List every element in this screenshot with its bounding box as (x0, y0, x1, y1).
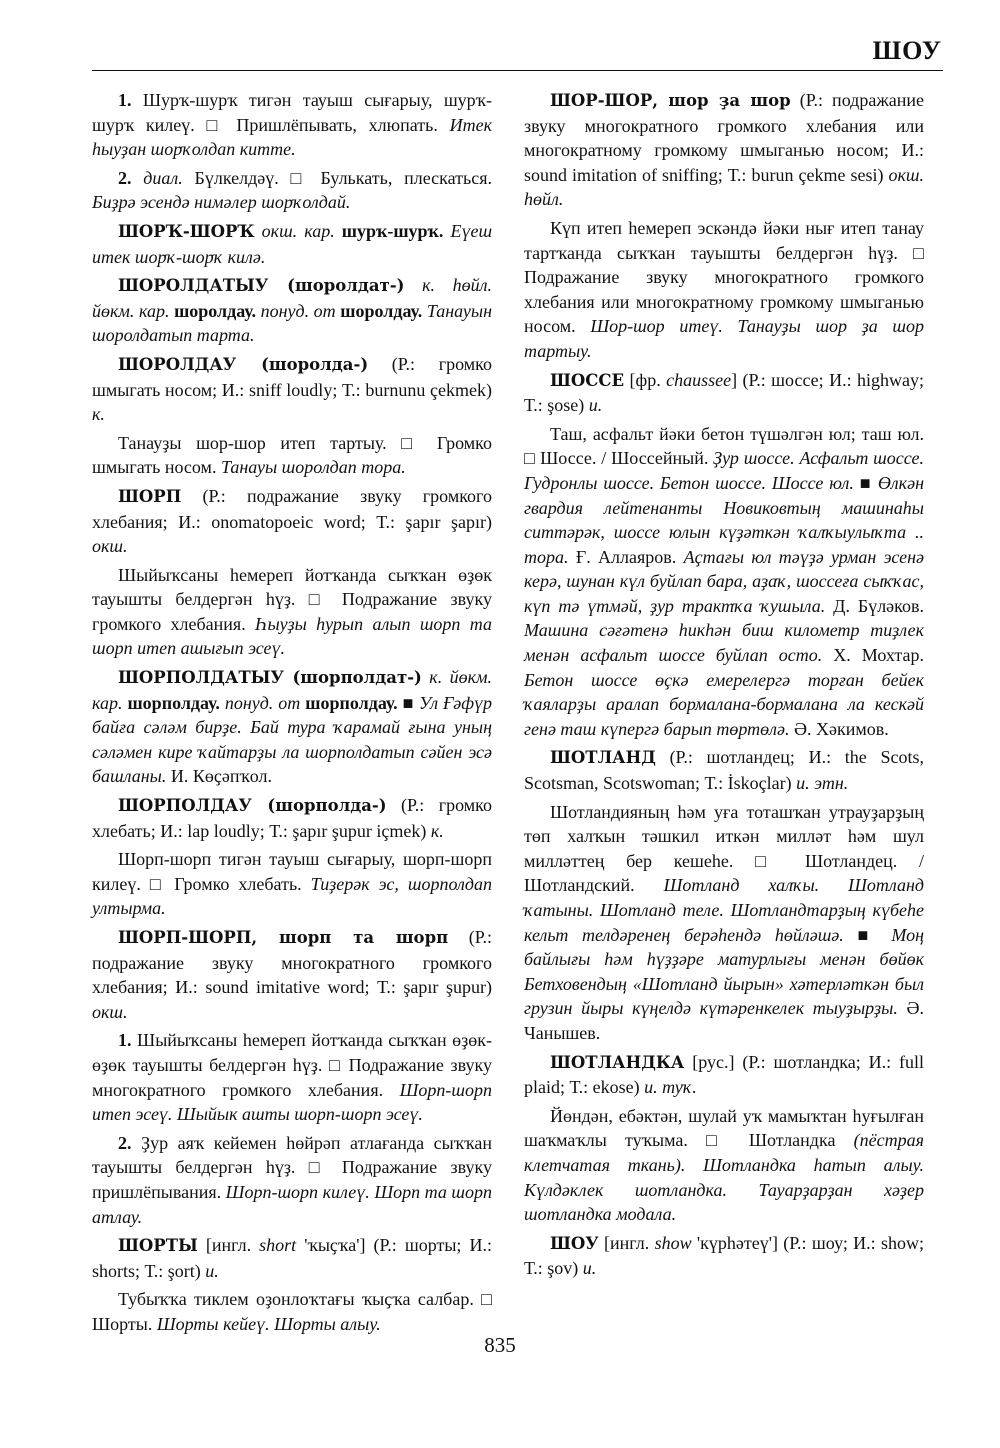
headword: ШОР-ШОР, шор ҙа шор (550, 91, 791, 110)
text-run: ] (Р.: шоссе; И.: highway; Т.: şose) (524, 369, 924, 416)
italic-text: short (259, 1235, 297, 1256)
italic-text: Ҙур шоссе. Асфальт шоссе. Гудронлы шоссе. Бетон шоссе. Шоссе юл. (524, 448, 924, 493)
italic-text: и. (588, 395, 603, 416)
right-column (524, 88, 924, 1285)
italic-text: Бетон шоссе өҫкә емерелергә торған бейек ҡаяларҙы аралап бормалана-бормалана ла кескәй генә таш күпергә барып төртөлә. (524, 669, 924, 739)
italic-text: к. һөйл. йөкм. кар. (92, 275, 492, 321)
italic-text: show (654, 1232, 692, 1253)
text-run: [ингл. (598, 1232, 655, 1253)
italic-text: Биҙрә эсендә нимәлер шорҡолдай. (92, 192, 351, 213)
bold-text: 2. (118, 1132, 142, 1153)
bold-text: шоролдау. (340, 300, 423, 321)
bold-text: 1. (118, 1030, 138, 1051)
dictionary-paragraph (92, 1287, 492, 1336)
italic-text: понуд. от (224, 692, 301, 713)
headword: ШОУ (550, 1233, 599, 1253)
dictionary-paragraph (524, 1104, 924, 1227)
italic-text: (пёстрая клетчатая ткань). Шотландка һатып алыу. Күлдәклек шотландка. Тауарҙарҙан хәҙер шотландка модала. (524, 1130, 924, 1225)
text-run: Ғ. Аллаяров. (568, 546, 684, 567)
dictionary-paragraph (524, 1050, 924, 1100)
dictionary-paragraph (524, 1231, 924, 1281)
text-run: Шыйыҡсаны һемереп йотҡанда сыҡҡан өҙөк-өҙөк тауышты белдергән һүҙ. □ Подражание звуку многократного громкого хлебания. (92, 1030, 492, 1100)
text-run: Таш, асфальт йәки бетон түшәлгән юл; таш юл. □ Шоссе. / Шоссейный. (524, 423, 924, 469)
text-run: И. Көҫәпҡол. (166, 766, 273, 787)
italic-text: Шотланд халҡы. Шотланд ҡатыны. Шотланд теле. Шотландтарҙың күбеһе кельт телдәренең берәһендә һөйләшә. (524, 875, 924, 945)
italic-text: Итек һыуҙан шорҡолдап китте. (92, 114, 492, 160)
dictionary-paragraph (524, 368, 924, 418)
headword: ШОРП (118, 486, 182, 506)
headword: ШОРП-ШОРП, шорп та шорп (118, 928, 449, 947)
italic-text: Ул Ғәфүр байға сәләм бирҙе. Бай тура ҡарамай ғына уның сәләмен кире ҡайтарҙы ла шорполдатып сәйен эсә башланы. (92, 692, 493, 787)
dictionary-paragraph (92, 925, 492, 1024)
text-run: (Р.: громко хлебать; И.: lap loudly; Т.: şapır şupur içmek) (92, 795, 492, 841)
text-run: Ә. Хәкимов. (789, 718, 889, 739)
italic-text: Шорп-шорп итеп эсеү. Шыйык ашты шорп-шорп эсеү. (92, 1079, 492, 1125)
italic-text: окш. һөйл. (524, 164, 924, 210)
italic-text: к. йөкм. кар. (92, 667, 493, 713)
text-run: Шыйыҡсаны һемереп йотҡанда сыҡҡан өҙөк тауышты белдергән һүҙ. □ Подражание звуку громкого хлебания. (92, 564, 492, 634)
italic-text: и. (205, 1260, 219, 1281)
text-run: Д. Бүләков. (825, 595, 924, 616)
italic-text: и. этн. (796, 773, 849, 794)
italic-text: Шорп-шорп килеү. Шорп та шорп атлау. (92, 1181, 492, 1227)
italic-text: окш. (92, 1001, 128, 1022)
bold-text: шорполдау. (305, 692, 398, 713)
text-run (404, 275, 422, 295)
italic-text: к. (430, 820, 444, 841)
headword: ШОРТЫ (118, 1236, 198, 1256)
text-run: 'ҡыҫҡа'] (Р.: шорты; И.: shorts; Т.: şort) (92, 1235, 492, 1281)
page-number: 835 (484, 1333, 516, 1357)
text-run: Шорп-шорп тигән тауыш сығарыу, шорп-шорп килеү. □ Громко хлебать. (92, 849, 492, 894)
bold-text: шоролдау. (174, 300, 257, 321)
dictionary-paragraph (524, 88, 924, 212)
dictionary-paragraph (524, 216, 924, 364)
italic-text: окш. кар. (261, 220, 335, 241)
text-run: Бүлкелдәү. □ Булькать, плескаться. (182, 167, 492, 188)
dictionary-paragraph (92, 88, 492, 162)
headword: ШОРПОЛДАТЫУ (шорполдат-) (118, 668, 422, 688)
italic-text: Танауы шоролдап тора. (220, 457, 406, 478)
italic-text: Аҫтағы юл тәүҙә урман эсенә керә, шунан күл буйлап бара, аҙаҡ, шоссеға сыҡҡас, күп тә үтмәй, ҙур трактҡа ҡушыла. (524, 546, 925, 616)
dictionary-paragraph (92, 563, 492, 661)
text-run: (Р.: шотландец; И.: the Scots, Scotsman, Scotswoman; Т.: İskoçlar) (524, 747, 924, 794)
dictionary-paragraph (524, 422, 924, 742)
italic-text: Моң байлығы һәм һүҙҙәре матурлығы менән бөйөк Бетховендың «Шотланд йырын» хәтерләткән был грузин йыры күңелдә күтәренкелек тыуҙырҙы. (524, 924, 924, 1019)
text-run: Тубыҡҡа тиклем оҙонлоҡтағы ҡыҫҡа салбар. □ Шорты. (92, 1289, 492, 1334)
left-column (92, 88, 492, 1341)
dictionary-paragraph (92, 847, 492, 921)
bold-text: 1. (118, 90, 143, 110)
headword: ШОТЛАНД (550, 748, 656, 768)
text-run: Шотландияның һәм уға тоташҡан утрауҙарҙың төп халҡын тәшкил иткән милләт һәм шул милләттең бер кешеһе. □ Шотландец. / Шотландский. (524, 801, 924, 896)
italic-text: и. туҡ. (644, 1077, 697, 1098)
headword: ШОРПОЛДАУ (шорполда-) (118, 796, 387, 816)
headword: ШОССЕ (550, 370, 625, 390)
text-run: (Р.: громко шмыгать носом; И.: sniff loudly; Т.: burnunu çekmek) (92, 353, 492, 400)
italic-text: Шорты кейеү. Шорты алыу. (156, 1313, 381, 1334)
italic-text: к. (92, 404, 105, 425)
bold-text: шурҡ-шурҡ. (341, 220, 444, 241)
text-run (335, 221, 342, 241)
text-run: Ә. Чанышев. (524, 998, 925, 1043)
dictionary-paragraph (92, 1131, 492, 1229)
text-run: (Р.: подражание звуку громкого хлебания; И.: onomatopoeic word; Т.: şapır şapır) (92, 485, 492, 532)
italic-text: Машина сәғәтенә һикһән биш километр тиҙлек менән асфальт шоссе буйлап осто. (524, 620, 924, 666)
headword: ШОРҠ-ШОРҠ (118, 221, 255, 241)
text-run: (Р.: подражание звуку многократного громкого хлебания; И.: sound imitative word; Т.: şapır şupur) (92, 927, 492, 998)
italic-text: диал. (143, 167, 183, 188)
italic-text: chaussee (666, 369, 732, 390)
text-run: Шурҡ-шурҡ тигән тауыш сығарыу, шурҡ-шурҡ килеү. □ Пришлёпывать, хлюпать. (92, 90, 492, 135)
headword: ШОТЛАНДКА (550, 1052, 685, 1072)
dictionary-paragraph (92, 1028, 492, 1126)
dictionary-paragraph (524, 745, 924, 795)
dictionary-paragraph (524, 800, 924, 1046)
italic-text: понуд. от (260, 300, 336, 321)
text-run: Ҙур аяҡ кейемен һөйрәп атлағанда сыҡҡан тауышты белдергән һүҙ. □ Подражание звуку пришлёпывания. (92, 1132, 493, 1202)
text-run: Х. Мохтар. (822, 645, 924, 666)
italic-text: Тиҙерәк эс, шорполдап ултырма. (92, 873, 492, 919)
text-run: ■ (853, 472, 878, 493)
dictionary-paragraph (92, 431, 492, 480)
italic-text: Еүеш итек шорҡ-шорҡ килә. (92, 220, 493, 267)
text-run: Күп итеп һемереп эскәндә йәки нығ итеп танау тартҡанда сыҡҡан тауышты белдергән һүҙ. □ Подражание звуку многократного громкого хлебания или многократному громкому шмыганью носом. (524, 217, 924, 337)
italic-text: Һыуҙы һурып алып шорп та шорп итеп ашығып эсеү. (92, 613, 492, 659)
running-head: ШОУ (872, 36, 942, 65)
dictionary-paragraph (92, 273, 492, 348)
text-run: ■ (843, 924, 892, 945)
text-run (255, 221, 262, 241)
text-run: ■ (397, 692, 419, 713)
text-run: [ингл. (197, 1235, 260, 1256)
header-rule (92, 70, 943, 71)
italic-text: окш. (92, 536, 128, 557)
dictionary-paragraph (92, 352, 492, 427)
headword: ШОРОЛДАТЫУ (шоролдат-) (118, 276, 405, 296)
italic-text: и. (582, 1258, 597, 1279)
dictionary-paragraph (92, 484, 492, 559)
dictionary-paragraph (92, 793, 492, 843)
italic-text: Шор-шор итеү. Танауҙы шор ҙа шор тартыу. (524, 316, 925, 361)
dictionary-paragraph (92, 665, 492, 789)
dictionary-paragraph (92, 219, 492, 269)
text-run: Танауҙы шор-шор итеп тартыу. □ Громко шмыгать носом. (92, 432, 492, 478)
text-run: 'күрһәтеү'] (Р.: шоу; И.: show; Т.: şov) (524, 1232, 924, 1279)
bold-text: шорполдау. (127, 692, 220, 713)
headword: ШОРОЛДАУ (шоролда-) (118, 354, 369, 374)
text-run: [рус.] (Р.: шотландка; И.: full plaid; Т.: ekose) (524, 1051, 924, 1098)
text-run: [фр. (624, 369, 667, 390)
dictionary-paragraph (92, 1233, 492, 1283)
text-run: (Р.: подражание звуку многократного громкого хлебания или многократному громкому шмыганью носом; И.: sound imitation of sniffing; Т.: burun çekme sesi) (524, 90, 924, 185)
italic-text: Танауын шоролдатып тарта. (92, 300, 493, 346)
dictionary-paragraph (92, 166, 492, 215)
italic-text: Өлкән гвардия лейтенанты Новиковтың машинаһы ситтәрәк, шоссе юлын күҙәткән ҡалҡыулыҡта .. тора. (524, 472, 924, 567)
text-run: Йөндән, ебәктән, шулай уҡ мамыҡтан һуғылған шаҡмаҡлы туҡыма. □ Шотландка (524, 1105, 924, 1151)
bold-text: 2. (118, 167, 144, 188)
